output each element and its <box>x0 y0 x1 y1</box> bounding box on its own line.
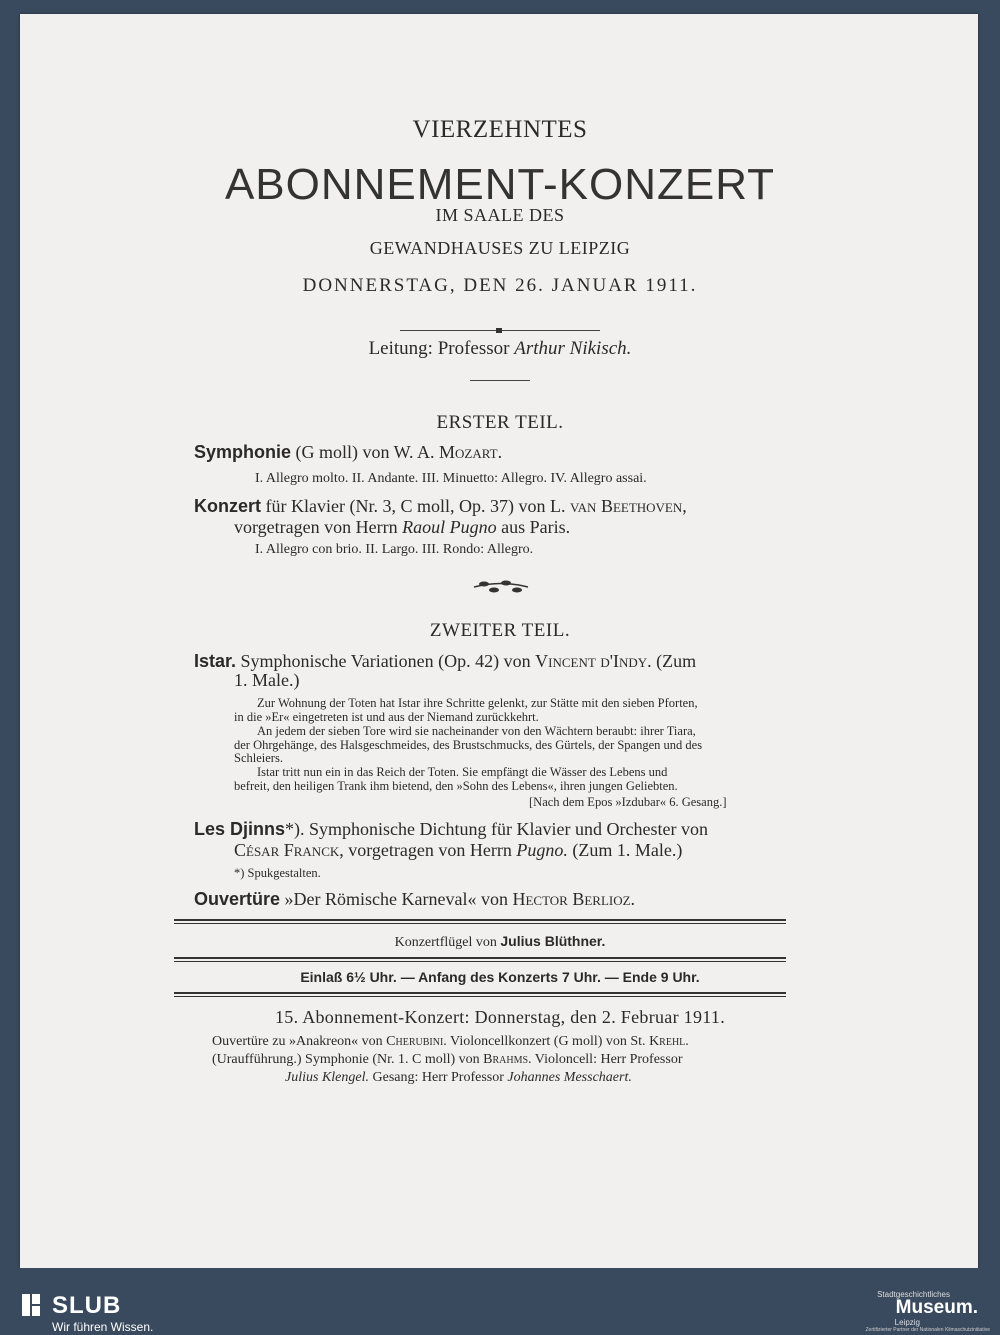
konzert-composer: van Beethoven, <box>569 496 687 516</box>
konzert-line <box>194 496 687 517</box>
ouverture-text: »Der Römische Karneval« von <box>280 889 513 909</box>
double-rule-2 <box>174 957 786 962</box>
istar-desc-3: An jedem der sieben Tore wird sie nacheinander von den Wächtern beraubt: ihrer Tiara, <box>257 724 696 738</box>
next-concert-heading: 15. Abonnement-Konzert: Donnerstag, den 2. Februar 1911. <box>274 1007 726 1027</box>
djinns-composer: César Franck, <box>234 840 344 860</box>
next-line1 <box>212 1034 689 1050</box>
istar-line2: 1. Male.) <box>234 670 300 690</box>
fluegel-label: Konzertflügel von <box>394 935 501 950</box>
next-l1d: Krehl. <box>649 1034 689 1049</box>
slub-logo-text[interactable]: SLUB <box>52 1292 122 1319</box>
symphonie-movements: I. Allegro molto. II. Andante. III. Minuetto: Allegro. IV. Allegro assai. <box>255 471 647 486</box>
leaf-ornament-icon <box>470 576 532 596</box>
soloist-name: Raoul Pugno <box>402 517 497 537</box>
djinns-line2b: (Zum 1. Male.) <box>567 840 683 860</box>
istar-desc-7: befreit, den heiligen Trank ihm bietend, den »Sohn des Lebens«, ihren jungen Geliebten. <box>234 779 678 793</box>
header-line3: IM SAALE DES <box>435 205 565 225</box>
djinns-mark: *). <box>285 819 305 839</box>
next-l1c: Violoncellkonzert (G moll) von St. <box>446 1034 650 1049</box>
djinns-line2 <box>234 840 682 861</box>
ouverture-line <box>194 889 635 910</box>
istar-desc-2: in die »Er« eingetreten ist und aus der Niemand zurückkehrt. <box>234 710 539 724</box>
istar-desc-5: Schleiers. <box>234 751 283 765</box>
konzert-title: Konzert <box>194 496 261 516</box>
next-l3a: Julius Klengel. <box>285 1070 369 1085</box>
ouverture-composer: Hector Berlioz. <box>512 889 636 909</box>
istar-desc-6: Istar tritt nun ein in das Reich der Toten. Sie empfängt die Wässer des Lebens und <box>257 765 668 779</box>
leitung-label: Leitung: Professor <box>368 338 515 359</box>
museum-partner: Zertifizierter Partner der Nationalen Klimaschutzinitiative <box>865 1327 990 1333</box>
konzert-line2a: vorgetragen von Herrn <box>234 517 403 537</box>
concert-date: DONNERSTAG, DEN 26. JANUAR 1911. <box>302 275 698 296</box>
djinns-line2a: vorgetragen von Herrn <box>343 840 517 860</box>
djinns-title: Les Djinns <box>194 819 286 839</box>
next-l2c: Violoncell: Herr Professor <box>531 1052 683 1067</box>
header-line1: VIERZEHNTES <box>412 116 588 143</box>
symphonie-composer: Mozart. <box>439 442 503 462</box>
next-l2b: Brahms. <box>483 1052 532 1067</box>
zweiter-teil-heading: ZWEITER TEIL. <box>429 620 571 641</box>
double-rule-3 <box>174 992 786 997</box>
museum-city: Leipzig <box>894 1318 920 1327</box>
fluegel-note <box>0 933 1000 951</box>
symphonie-title: Symphonie <box>194 442 292 462</box>
next-l3c: Johannes Messchaert. <box>507 1070 632 1085</box>
museum-logo[interactable]: Museum. <box>895 1297 978 1318</box>
djinns-footnote: *) Spukgestalten. <box>234 866 321 880</box>
konzert-line2b: aus Paris. <box>496 517 571 537</box>
istar-source: [Nach dem Epos »Izdubar« 6. Gesang.] <box>529 795 727 809</box>
slub-tagline: Wir führen Wissen. <box>52 1320 154 1334</box>
header-line4: GEWANDHAUSES ZU LEIPZIG <box>369 238 631 258</box>
symphonie-text: (G moll) von W. A. <box>291 442 440 462</box>
istar-composer: Vincent d'Indy. <box>535 651 652 671</box>
erster-teil-heading: ERSTER TEIL. <box>436 412 564 433</box>
istar-title: Istar. <box>194 651 237 671</box>
istar-text: Symphonische Variationen (Op. 42) von <box>236 651 536 671</box>
djinns-text: Symphonische Dichtung für Klavier und Orchester von <box>304 819 708 839</box>
leitung <box>0 338 1000 360</box>
istar-desc-4: der Ohrgehänge, des Halsgeschmeides, des Brustschmucks, des Gürtels, der Spangen und des <box>234 738 703 752</box>
next-l1b: Cherubini. <box>386 1034 447 1049</box>
next-l3b: Gesang: Herr Professor <box>369 1070 508 1085</box>
konzert-line2 <box>234 517 570 538</box>
istar-line <box>194 651 696 672</box>
ouverture-title: Ouvertüre <box>194 889 281 909</box>
slub-logo-icon[interactable] <box>20 1292 42 1318</box>
times-note: Einlaß 6½ Uhr. — Anfang des Konzerts 7 Uhr. — Ende 9 Uhr. <box>300 969 700 985</box>
short-rule <box>470 380 530 381</box>
double-rule-1 <box>174 919 786 924</box>
symphonie-line <box>194 442 502 463</box>
conductor-name: Arthur Nikisch. <box>514 338 632 359</box>
djinns-soloist: Pugno. <box>516 840 568 860</box>
istar-desc-1: Zur Wohnung der Toten hat Istar ihre Schritte gelenkt, zur Stätte mit den sieben Pforten, <box>257 696 698 710</box>
museum-top: Stadtgeschichtliches <box>877 1290 950 1299</box>
next-line3 <box>285 1070 632 1086</box>
divider-ornament <box>496 328 502 333</box>
next-l2a: (Uraufführung.) Symphonie (Nr. 1. C moll) von <box>212 1052 484 1067</box>
next-l1a: Ouvertüre zu »Anakreon« von <box>212 1034 387 1049</box>
konzert-text: für Klavier (Nr. 3, C moll, Op. 37) von L. <box>261 496 570 516</box>
djinns-line <box>194 819 708 840</box>
istar-text2: (Zum <box>651 651 697 671</box>
page-title: ABONNEMENT-KONZERT <box>224 160 776 209</box>
fluegel-maker: Julius Blüthner. <box>500 933 606 949</box>
next-line2 <box>212 1052 683 1068</box>
konzert-movements: I. Allegro con brio. II. Largo. III. Rondo: Allegro. <box>255 542 534 557</box>
